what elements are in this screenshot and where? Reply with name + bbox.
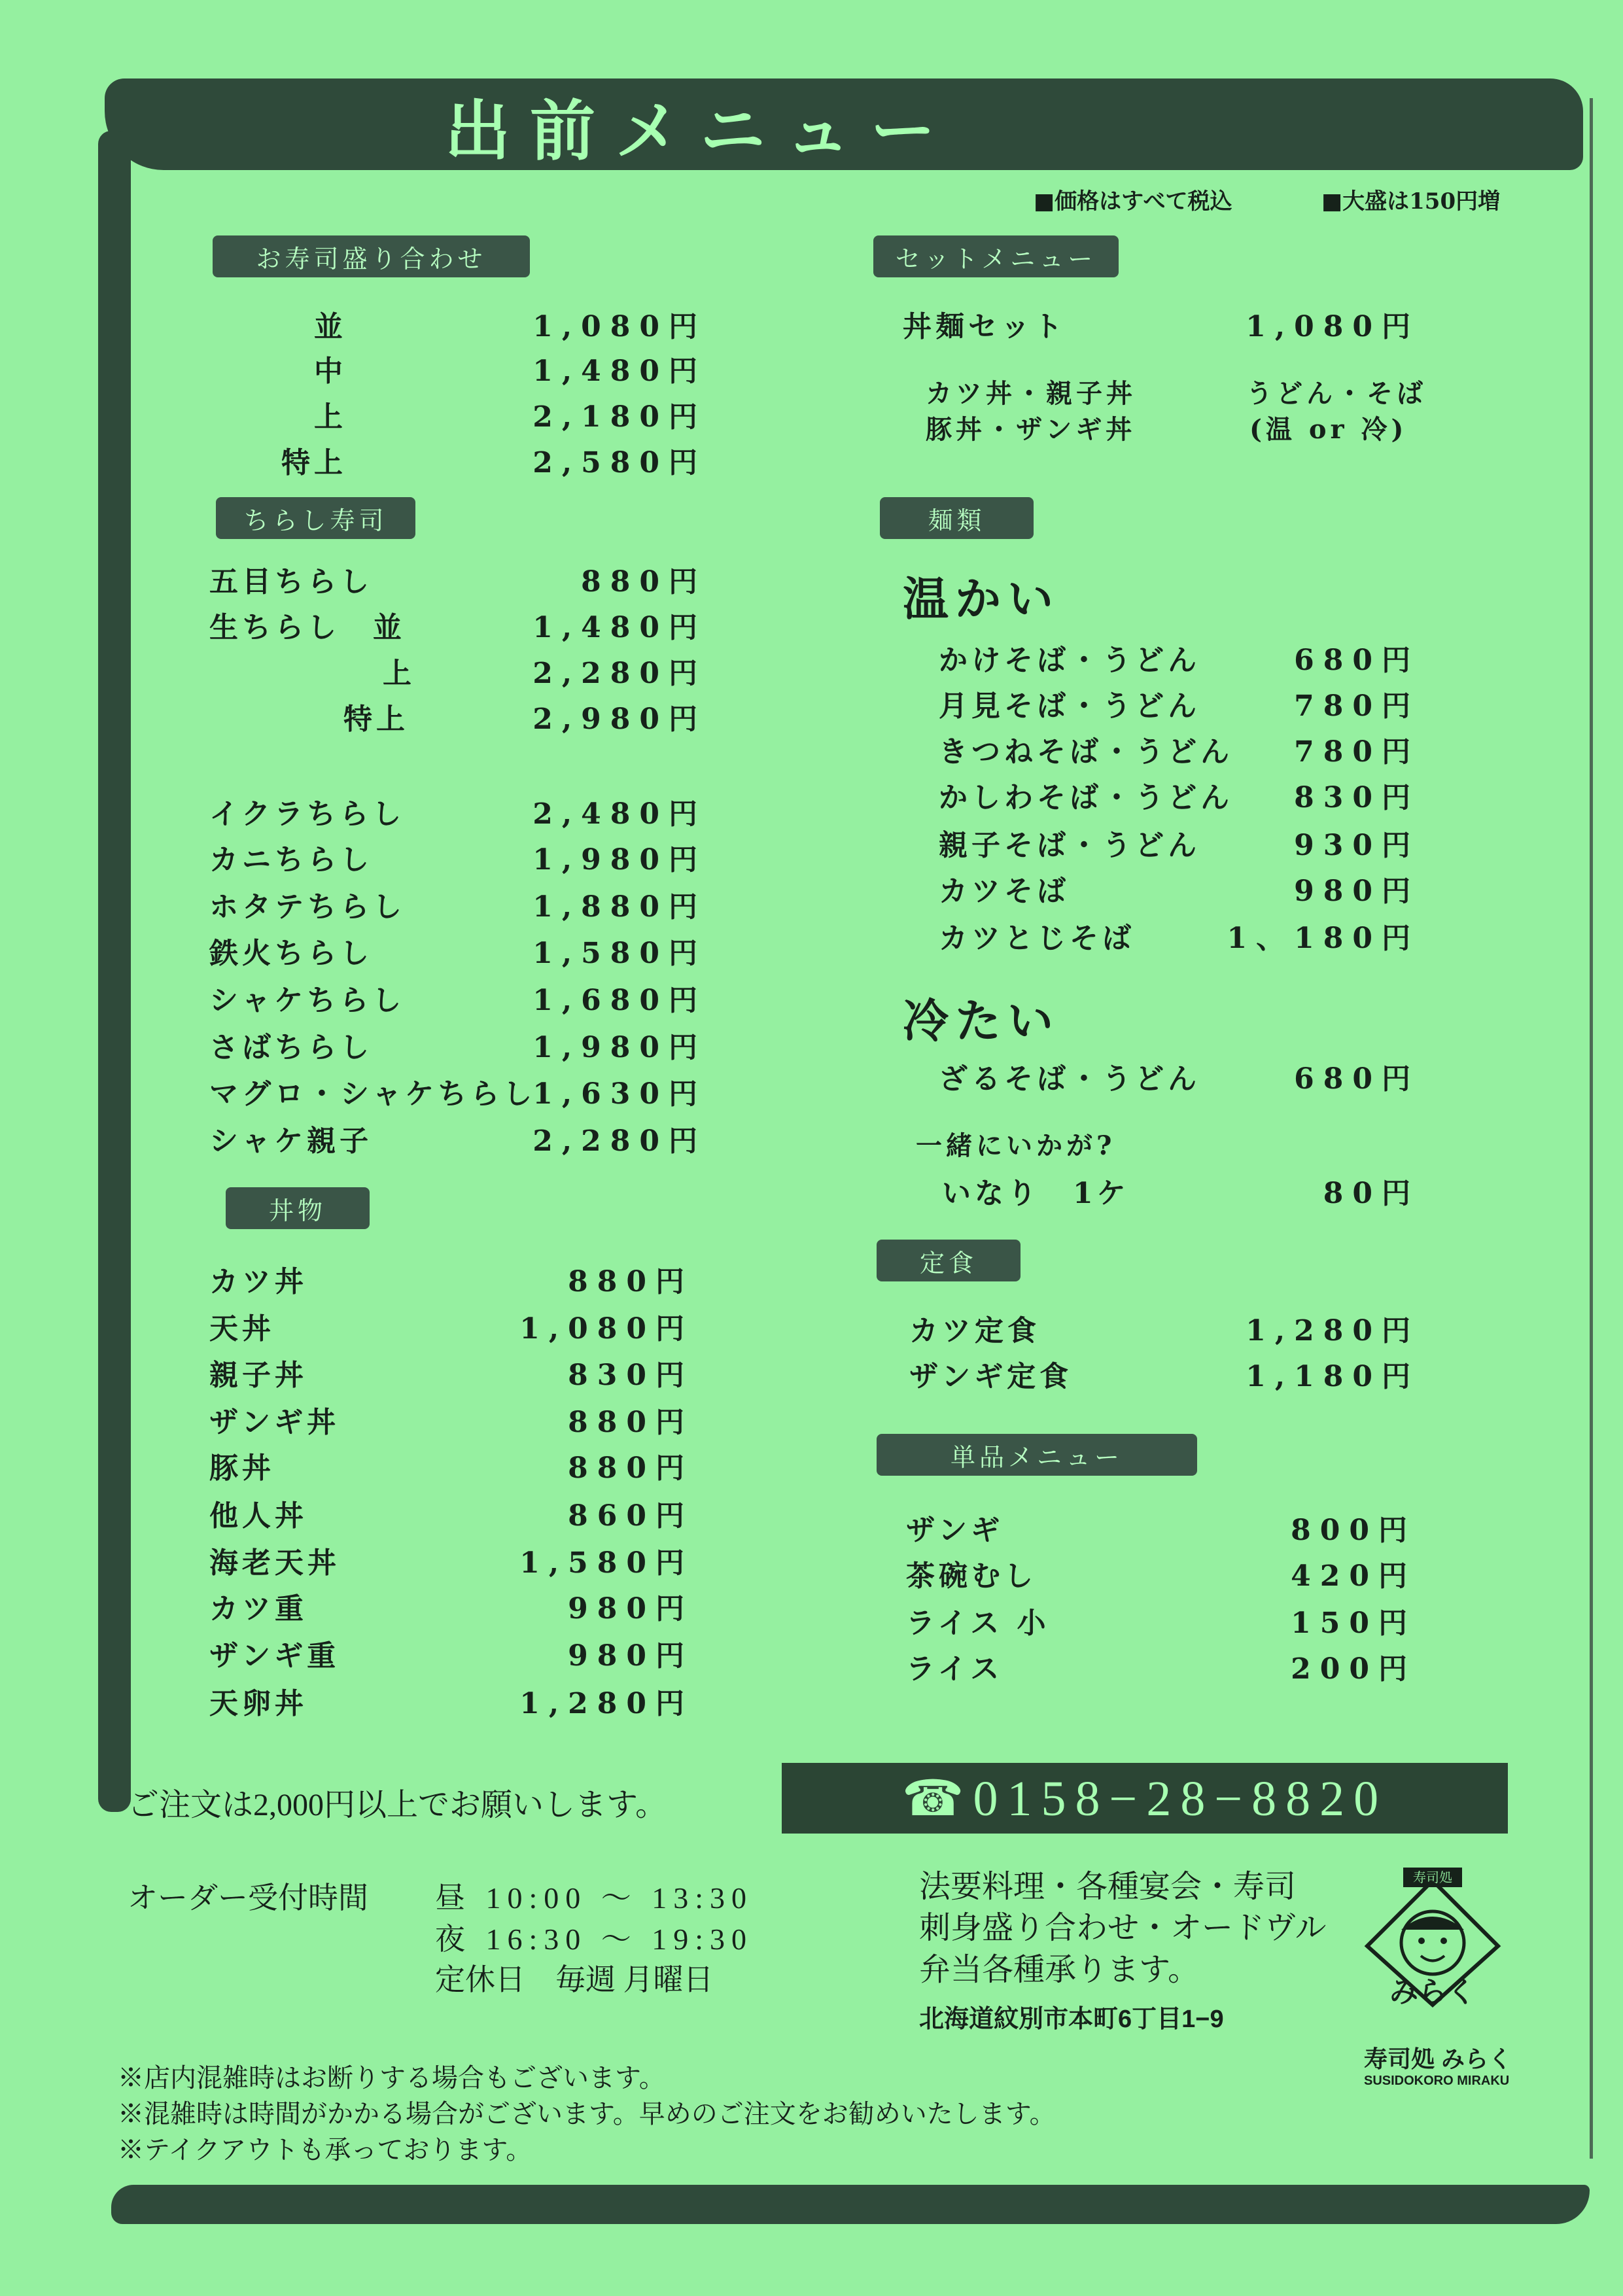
menu-item-price: 930円 [1294, 829, 1420, 862]
catering-line-3: 弁当各種承ります。 [919, 1953, 1200, 1987]
inari-price: 80円 [1323, 1177, 1420, 1210]
menu-item-row [906, 1508, 1416, 1547]
cold-noodles-heading: 冷たい [903, 994, 1060, 1048]
order-hours-day: 昼 10:00 〜 13:30 [435, 1881, 754, 1915]
menu-item-row [939, 869, 1420, 908]
menu-item-name: 茶碗むし [906, 1559, 1037, 1593]
menu-item-row [209, 1306, 693, 1346]
menu-item-price: 980円 [568, 1639, 693, 1673]
menu-item-price: 1,630円 [532, 1077, 707, 1111]
menu-item-name: 上 [314, 400, 347, 434]
phone-number[interactable]: ☎0158−28−8820 [782, 1763, 1508, 1834]
menu-item-price: 680円 [1294, 644, 1420, 677]
menu-item-price: 1,480円 [532, 611, 707, 644]
menu-item-name: 生ちらし 並 [209, 611, 406, 644]
menu-item-name: カツ重 [209, 1592, 307, 1626]
menu-item-name: 親子そば・うどん [939, 829, 1200, 862]
menu-item-price: 2,580円 [532, 446, 707, 479]
menu-item-row [209, 791, 707, 831]
menu-item-name: ライス [906, 1652, 1003, 1686]
menu-item-row [209, 394, 707, 434]
menu-item-row [209, 1025, 707, 1064]
set-options-right-2: (温 or 冷) [1249, 414, 1408, 445]
menu-item-row [209, 1633, 693, 1673]
menu-item-row [209, 559, 707, 599]
order-hours-label: オーダー受付時間 [128, 1881, 368, 1915]
menu-item-row [209, 1259, 693, 1298]
extra-heading: 一緒にいかが? [916, 1130, 1116, 1161]
menu-item-name: ざるそば・うどん [939, 1062, 1200, 1096]
menu-item-price: 420円 [1291, 1559, 1416, 1593]
menu-item-price: 1,980円 [532, 1031, 707, 1064]
menu-item-price: 150円 [1291, 1607, 1416, 1640]
menu-item-name: ザンギ丼 [209, 1406, 340, 1439]
menu-item-row [939, 684, 1420, 723]
menu-item-row [909, 1354, 1420, 1393]
set-options-left-1: カツ丼・親子丼 [926, 378, 1136, 409]
menu-item-price: 1,080円 [532, 310, 707, 343]
section-label-donburi: 丼物 [226, 1187, 370, 1229]
menu-item-name: カニちらし [209, 843, 373, 877]
menu-item-price: 880円 [581, 565, 707, 599]
menu-item-row [939, 823, 1420, 862]
menu-item-row [209, 1540, 693, 1580]
menu-item-name: 鉄火ちらし [209, 937, 373, 970]
menu-item-name: 特上 [343, 703, 409, 736]
shop-name: 寿司処 みらく [1364, 2045, 1512, 2072]
menu-item-name: 五目ちらし [209, 565, 373, 599]
menu-item-row [209, 440, 707, 479]
menu-item-row [909, 1308, 1420, 1348]
footer-note-1: ※店内混雑時はお断りする場合もございます。 [118, 2063, 665, 2093]
menu-item-row [209, 1586, 693, 1626]
menu-item-row [209, 1071, 707, 1111]
menu-item-row [209, 697, 707, 736]
section-label-single: 単品メニュー [877, 1434, 1197, 1476]
menu-item-price: 800円 [1291, 1514, 1416, 1547]
footer-note-2: ※混雑時は時間がかかる場合がございます。早めのご注文をお勧めいたします。 [118, 2099, 1056, 2129]
shop-romaji: SUSIDOKORO MIRAKU [1364, 2074, 1510, 2088]
menu-item-price: 1,280円 [1246, 1314, 1420, 1348]
menu-item-price: 2,480円 [532, 797, 707, 831]
menu-item-row [209, 605, 707, 644]
menu-item-price: 1,580円 [532, 937, 707, 970]
menu-item-price: 1,580円 [519, 1546, 693, 1580]
closed-day: 定休日 毎週 月曜日 [435, 1963, 714, 1996]
menu-item-row [939, 916, 1420, 955]
catering-line-2: 刺身盛り合わせ・オードヴル [919, 1911, 1327, 1945]
menu-item-name: きつねそば・うどん [939, 735, 1233, 769]
menu-item-price: 2,280円 [532, 657, 707, 690]
menu-item-name: カツ定食 [909, 1314, 1040, 1348]
menu-item-price: 1,280円 [519, 1687, 693, 1720]
menu-item-name: かけそば・うどん [939, 644, 1200, 677]
section-label-teishoku: 定食 [877, 1240, 1021, 1281]
set-row [903, 304, 1420, 343]
section-label-chirashi: ちらし寿司 [216, 497, 415, 539]
menu-item-name: 並 [314, 310, 347, 343]
section-label-sushi: お寿司盛り合わせ [213, 235, 530, 277]
menu-item-row [209, 651, 707, 690]
menu-item-name: ザンギ定食 [909, 1360, 1073, 1393]
menu-item-name: 月見そば・うどん [939, 689, 1200, 723]
menu-item-row [939, 638, 1420, 677]
menu-item-price: 1,480円 [532, 355, 707, 388]
menu-item-row [209, 884, 707, 924]
inari-row [942, 1171, 1420, 1210]
menu-item-name: ホタテちらし [209, 890, 406, 924]
menu-item-name: 海老天丼 [209, 1546, 340, 1580]
menu-item-price: 880円 [568, 1452, 693, 1485]
left-brush-stroke [98, 131, 131, 1812]
bottom-brush-stroke [111, 2185, 1590, 2224]
menu-item-row [906, 1646, 1416, 1686]
menu-item-price: 780円 [1294, 735, 1420, 769]
hot-noodles-heading: 温かい [903, 572, 1060, 626]
menu-item-price: 2,280円 [532, 1124, 707, 1158]
menu-item-name: 天丼 [209, 1312, 275, 1346]
section-label-noodles: 麺類 [880, 497, 1034, 539]
menu-item-price: 2,980円 [532, 703, 707, 736]
menu-item-name: さばちらし [209, 1031, 373, 1064]
menu-title: 出前メニュー [445, 92, 955, 169]
menu-item-row [209, 1400, 693, 1439]
menu-item-name: カツ丼 [209, 1265, 307, 1298]
menu-item-row [939, 729, 1420, 769]
menu-item-row [906, 1601, 1416, 1640]
menu-item-name: 中 [314, 355, 347, 388]
shop-address: 北海道紋別市本町6丁目1−9 [919, 2006, 1224, 2033]
menu-item-price: 2,180円 [532, 400, 707, 434]
menu-item-price: 1,680円 [532, 984, 707, 1017]
menu-item-row [906, 1554, 1416, 1593]
set-options-left-2: 豚丼・ザンギ丼 [926, 414, 1136, 445]
menu-item-row [209, 1353, 693, 1392]
menu-item-price: 1,180円 [1246, 1360, 1420, 1393]
logo-text: 寿司処 [1413, 1870, 1452, 1885]
large-size-note: ■大盛は150円増 [1321, 188, 1501, 215]
menu-item-price: 1,080円 [519, 1312, 693, 1346]
menu-item-price: 780円 [1294, 689, 1420, 723]
menu-item-row [209, 1446, 693, 1485]
set-options-right-1: うどん・そば [1246, 378, 1427, 409]
menu-item-price: 1,980円 [532, 843, 707, 877]
menu-item-name: シャケ親子 [209, 1124, 373, 1158]
catering-line-1: 法要料理・各種宴会・寿司 [919, 1870, 1297, 1904]
menu-item-row [209, 1681, 693, 1720]
set-name: 丼麺セット [903, 310, 1066, 343]
menu-item-name: 上 [383, 657, 415, 690]
menu-item-row [939, 1056, 1420, 1096]
menu-item-row [209, 978, 707, 1017]
menu-item-name: ザンギ [906, 1514, 1004, 1547]
menu-item-price: 1,880円 [532, 890, 707, 924]
inari-name: いなり 1ケ [942, 1177, 1130, 1210]
menu-item-name: イクラちらし [209, 797, 406, 831]
menu-item-price: 880円 [568, 1265, 693, 1298]
menu-item-row [209, 1493, 693, 1533]
section-label-set: セットメニュー [873, 235, 1119, 277]
menu-item-price: 980円 [1294, 875, 1420, 908]
menu-item-row [209, 304, 707, 343]
menu-item-row [209, 931, 707, 970]
menu-item-row [209, 1119, 707, 1158]
menu-item-price: 200円 [1291, 1652, 1416, 1686]
menu-item-row [209, 837, 707, 877]
menu-item-price: 1、180円 [1227, 922, 1420, 955]
menu-item-price: 830円 [1294, 781, 1420, 814]
menu-item-name: ザンギ重 [209, 1639, 340, 1673]
menu-item-name: かしわそば・うどん [939, 781, 1233, 814]
set-price: 1,080円 [1246, 310, 1420, 343]
menu-item-row [209, 349, 707, 388]
menu-item-price: 680円 [1294, 1062, 1420, 1096]
menu-item-name: 天卵丼 [209, 1687, 307, 1720]
menu-item-name: 親子丼 [209, 1359, 307, 1392]
menu-item-price: 880円 [568, 1406, 693, 1439]
menu-item-price: 980円 [568, 1592, 693, 1626]
menu-item-name: シャケちらし [209, 984, 406, 1017]
menu-item-name: カツとじそば [939, 922, 1135, 955]
menu-item-price: 830円 [568, 1359, 693, 1392]
menu-item-name: マグロ・シャケちらし [209, 1077, 536, 1111]
menu-item-name: ライス 小 [906, 1607, 1050, 1640]
menu-item-name: カツそば [939, 875, 1070, 908]
right-border-line [1590, 98, 1593, 2159]
order-minimum-note: ご注文は2,000円以上でお願いします。 [128, 1788, 667, 1822]
menu-item-name: 豚丼 [209, 1452, 275, 1485]
tax-note: ■価格はすべて税込 [1034, 188, 1232, 215]
logo-kana: みらく [1389, 1975, 1476, 2009]
order-hours-night: 夜 16:30 〜 19:30 [435, 1922, 754, 1956]
menu-item-price: 860円 [568, 1499, 693, 1533]
footer-note-3: ※テイクアウトも承っております。 [118, 2135, 532, 2165]
menu-item-name: 特上 [281, 446, 347, 479]
shop-logo [1361, 1868, 1505, 2011]
menu-item-row [939, 775, 1420, 814]
menu-item-name: 他人丼 [209, 1499, 307, 1533]
